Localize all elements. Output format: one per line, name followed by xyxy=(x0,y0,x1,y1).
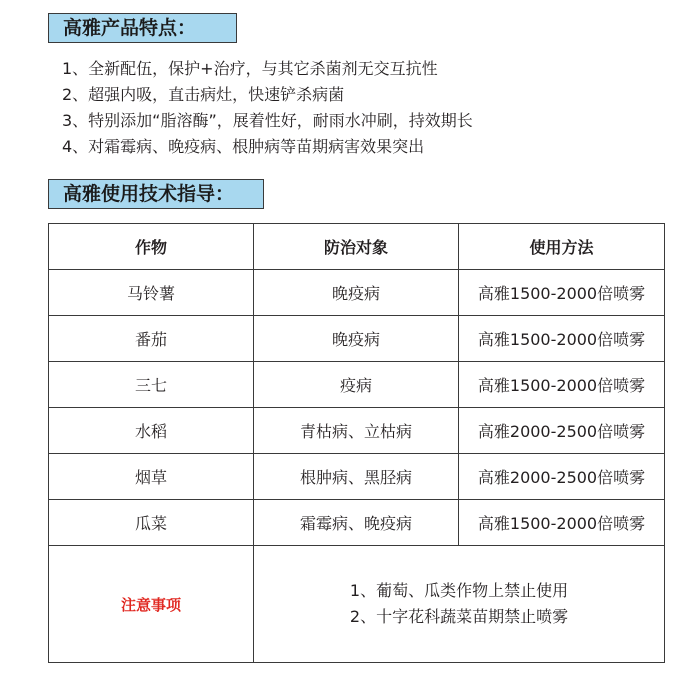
target-cell: 疫病 xyxy=(254,362,459,408)
method-cell: 高雅1500-2000倍喷雾 xyxy=(459,270,665,316)
notes-row xyxy=(49,546,665,663)
target-cell: 晚疫病 xyxy=(254,316,459,362)
table-row xyxy=(49,500,665,546)
method-cell: 高雅2000-2500倍喷雾 xyxy=(459,408,665,454)
notes-label: 注意事项 xyxy=(49,546,254,663)
target-cell: 青枯病、立枯病 xyxy=(254,408,459,454)
table-row xyxy=(49,316,665,362)
column-header-crop: 作物 xyxy=(49,224,254,270)
feature-item: 3、特别添加“脂溶酶”，展着性好，耐雨水冲刷，持效期长 xyxy=(62,111,473,130)
features-list xyxy=(62,56,473,160)
notes-content xyxy=(254,546,665,663)
feature-item: 1、全新配伍，保护+治疗，与其它杀菌剂无交互抗性 xyxy=(62,59,438,78)
table-header-row xyxy=(49,224,665,270)
target-cell: 霜霉病、晚疫病 xyxy=(254,500,459,546)
features-section-title: 高雅产品特点： xyxy=(48,13,237,43)
target-cell: 晚疫病 xyxy=(254,270,459,316)
column-header-method: 使用方法 xyxy=(459,224,665,270)
method-cell: 高雅1500-2000倍喷雾 xyxy=(459,316,665,362)
table-row xyxy=(49,454,665,500)
usage-guide-table xyxy=(48,223,665,663)
guide-section-title: 高雅使用技术指导： xyxy=(48,179,264,209)
crop-cell: 三七 xyxy=(49,362,254,408)
note-item: 1、葡萄、瓜类作物上禁止使用 xyxy=(349,581,569,600)
table-row xyxy=(49,270,665,316)
notes-list xyxy=(350,578,568,630)
crop-cell: 烟草 xyxy=(49,454,254,500)
crop-cell: 番茄 xyxy=(49,316,254,362)
target-cell: 根肿病、黑胫病 xyxy=(254,454,459,500)
crop-cell: 水稻 xyxy=(49,408,254,454)
method-cell: 高雅2000-2500倍喷雾 xyxy=(459,454,665,500)
crop-cell: 马铃薯 xyxy=(49,270,254,316)
feature-item: 4、对霜霉病、晚疫病、根肿病等苗期病害效果突出 xyxy=(62,137,425,156)
table-row xyxy=(49,408,665,454)
feature-item: 2、超强内吸，直击病灶，快速铲杀病菌 xyxy=(62,85,345,104)
method-cell: 高雅1500-2000倍喷雾 xyxy=(459,362,665,408)
table-row xyxy=(49,362,665,408)
crop-cell: 瓜菜 xyxy=(49,500,254,546)
method-cell: 高雅1500-2000倍喷雾 xyxy=(459,500,665,546)
column-header-target: 防治对象 xyxy=(254,224,459,270)
note-item: 2、十字花科蔬菜苗期禁止喷雾 xyxy=(349,607,569,626)
